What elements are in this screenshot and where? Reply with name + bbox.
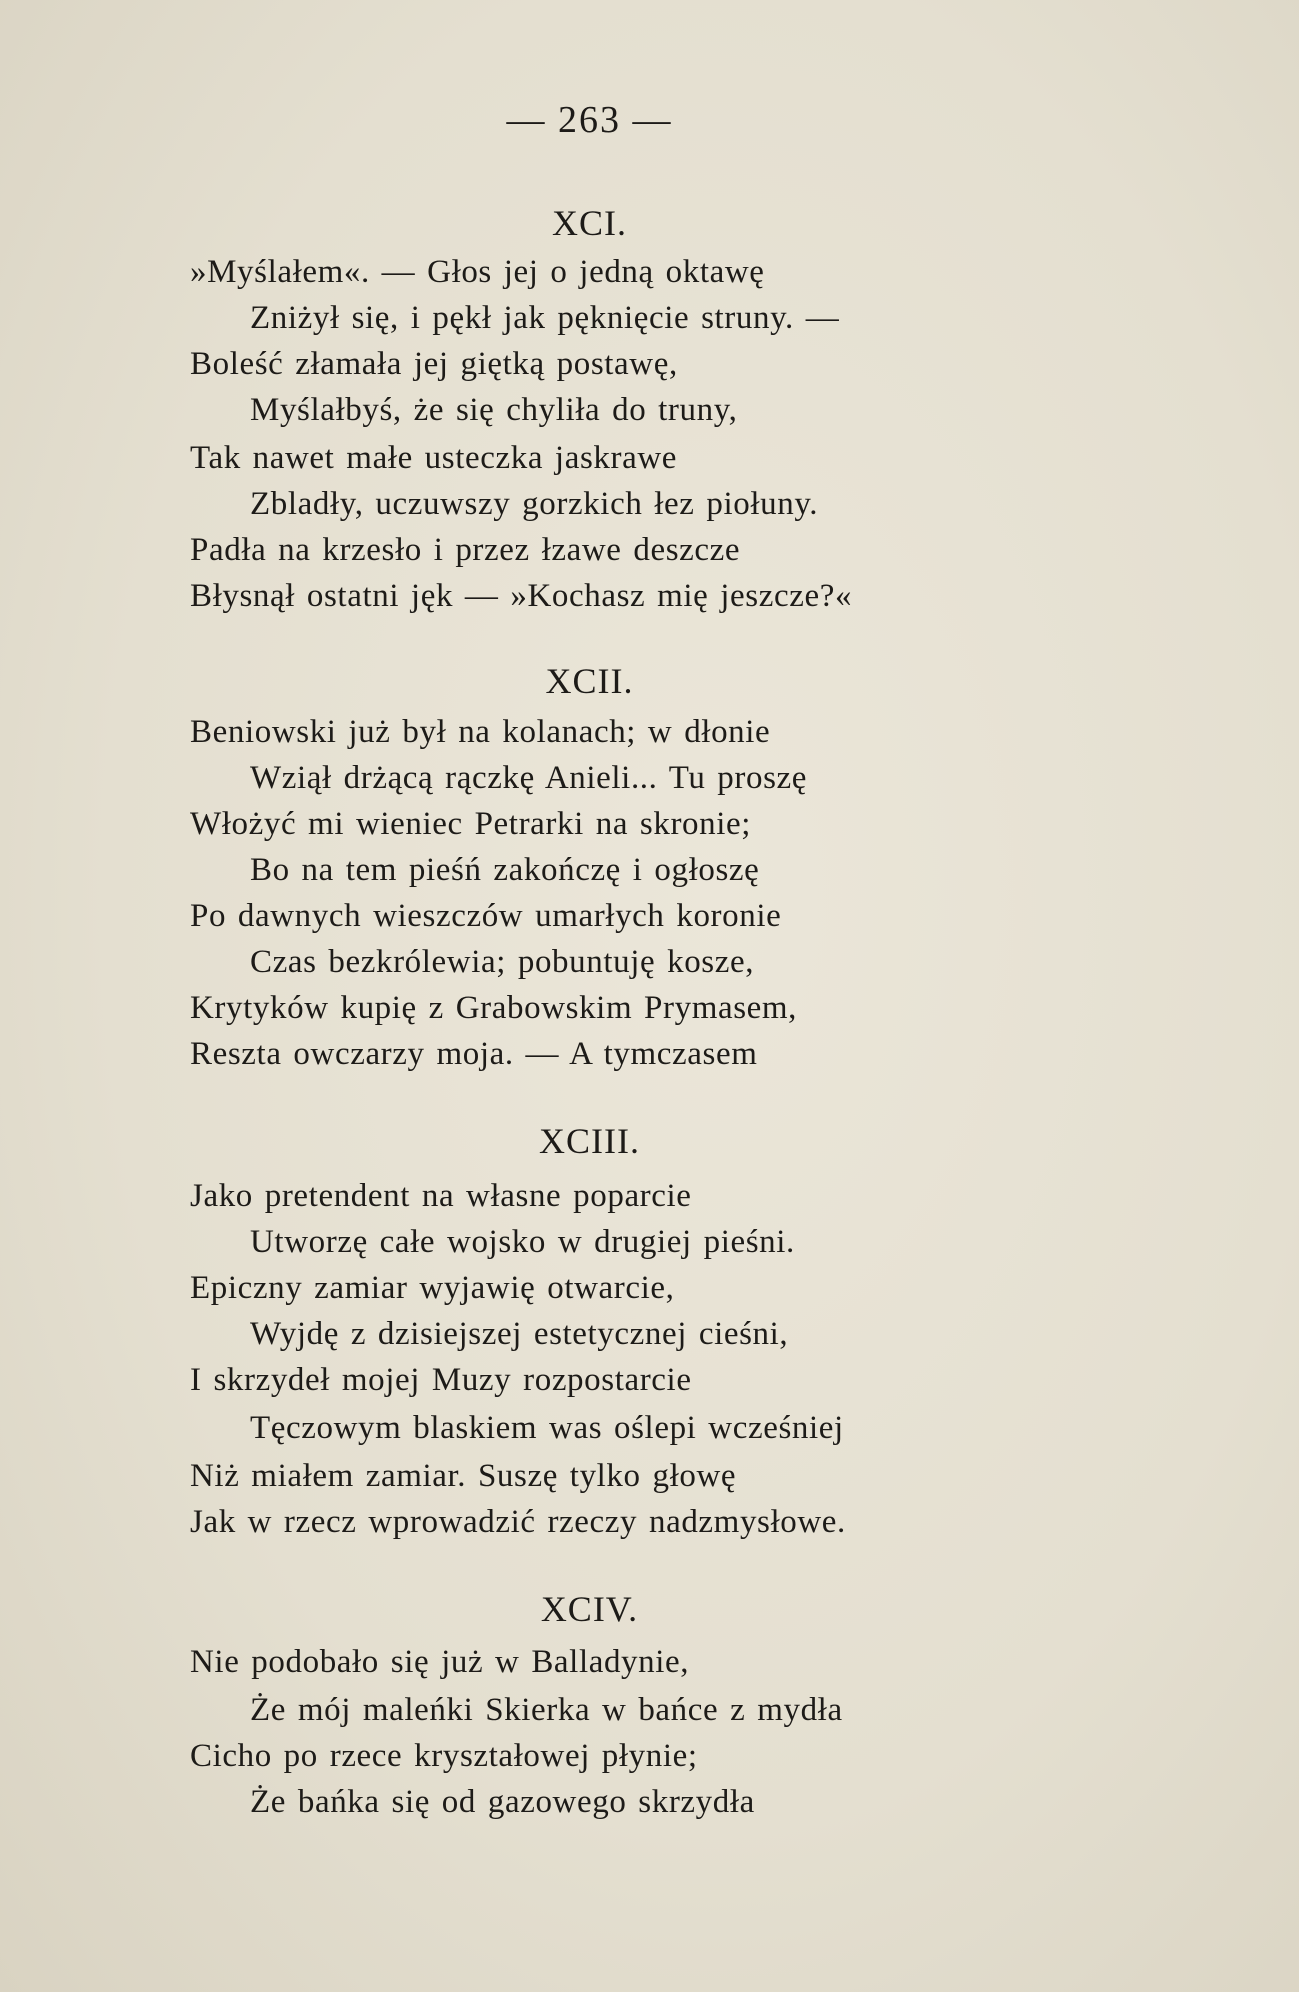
stanza-numeral: XCII.: [545, 661, 634, 701]
verse-line: Po dawnych wieszczów umarłych koronie: [190, 898, 782, 934]
verse-line: Wyjdę z dzisiejszej estetycznej cieśni,: [250, 1316, 789, 1352]
verse-line: »Myślałem«. — Głos jej o jedną oktawę: [190, 254, 765, 290]
verse-line: Myślałbyś, że się chyliła do truny,: [250, 392, 738, 428]
verse-line: Niż miałem zamiar. Suszę tylko głowę: [190, 1458, 737, 1494]
verse-line: Jak w rzecz wprowadzić rzeczy nadzmysłowe.: [190, 1504, 846, 1540]
verse-line: Tak nawet małe usteczka jaskrawe: [190, 440, 677, 476]
verse-line: Krytyków kupię z Grabowskim Prymasem,: [190, 990, 798, 1026]
stanza-numeral: XCIV.: [540, 1589, 639, 1629]
verse-line: Czas bezkrólewia; pobuntuję kosze,: [250, 944, 755, 980]
verse-line: Zniżył się, i pękł jak pęknięcie struny. —: [250, 300, 840, 336]
verse-line: Jako pretendent na własne poparcie: [190, 1178, 692, 1214]
verse-line: Utworzę całe wojsko w drugiej pieśni.: [250, 1224, 795, 1260]
verse-line: Beniowski już był na kolanach; w dłonie: [190, 714, 771, 750]
verse-line: Padła na krzesło i przez łzawe deszcze: [190, 532, 741, 568]
verse-line: Nie podobało się już w Balladynie,: [190, 1644, 690, 1680]
verse-line: Boleść złamała jej giętką postawę,: [190, 346, 678, 382]
verse-line: Tęczowym blaskiem was oślepi wcześniej: [250, 1410, 844, 1446]
verse-line: Cicho po rzece kryształowej płynie;: [190, 1738, 698, 1774]
verse-line: Bo na tem pieśń zakończę i ogłoszę: [250, 852, 760, 888]
page-number: — 263 —: [506, 99, 673, 141]
verse-line: Wziął drżącą rączkę Anieli... Tu proszę: [250, 760, 808, 796]
verse-line: I skrzydeł mojej Muzy rozpostarcie: [190, 1362, 692, 1398]
verse-line: Błysnął ostatni jęk — »Kochasz mię jeszcze?«: [190, 578, 853, 614]
verse-line: Zbladły, uczuwszy gorzkich łez piołuny.: [250, 486, 819, 522]
verse-line: Że mój maleńki Skierka w bańce z mydła: [250, 1692, 843, 1728]
verse-line: Włożyć mi wieniec Petrarki na skronie;: [190, 806, 752, 842]
verse-line: Że bańka się od gazowego skrzydła: [250, 1784, 755, 1820]
verse-line: Reszta owczarzy moja. — A tymczasem: [190, 1036, 758, 1072]
stanza-numeral: XCI.: [552, 203, 627, 243]
verse-line: Epiczny zamiar wyjawię otwarcie,: [190, 1270, 675, 1306]
stanza-numeral: XCIII.: [539, 1121, 640, 1161]
